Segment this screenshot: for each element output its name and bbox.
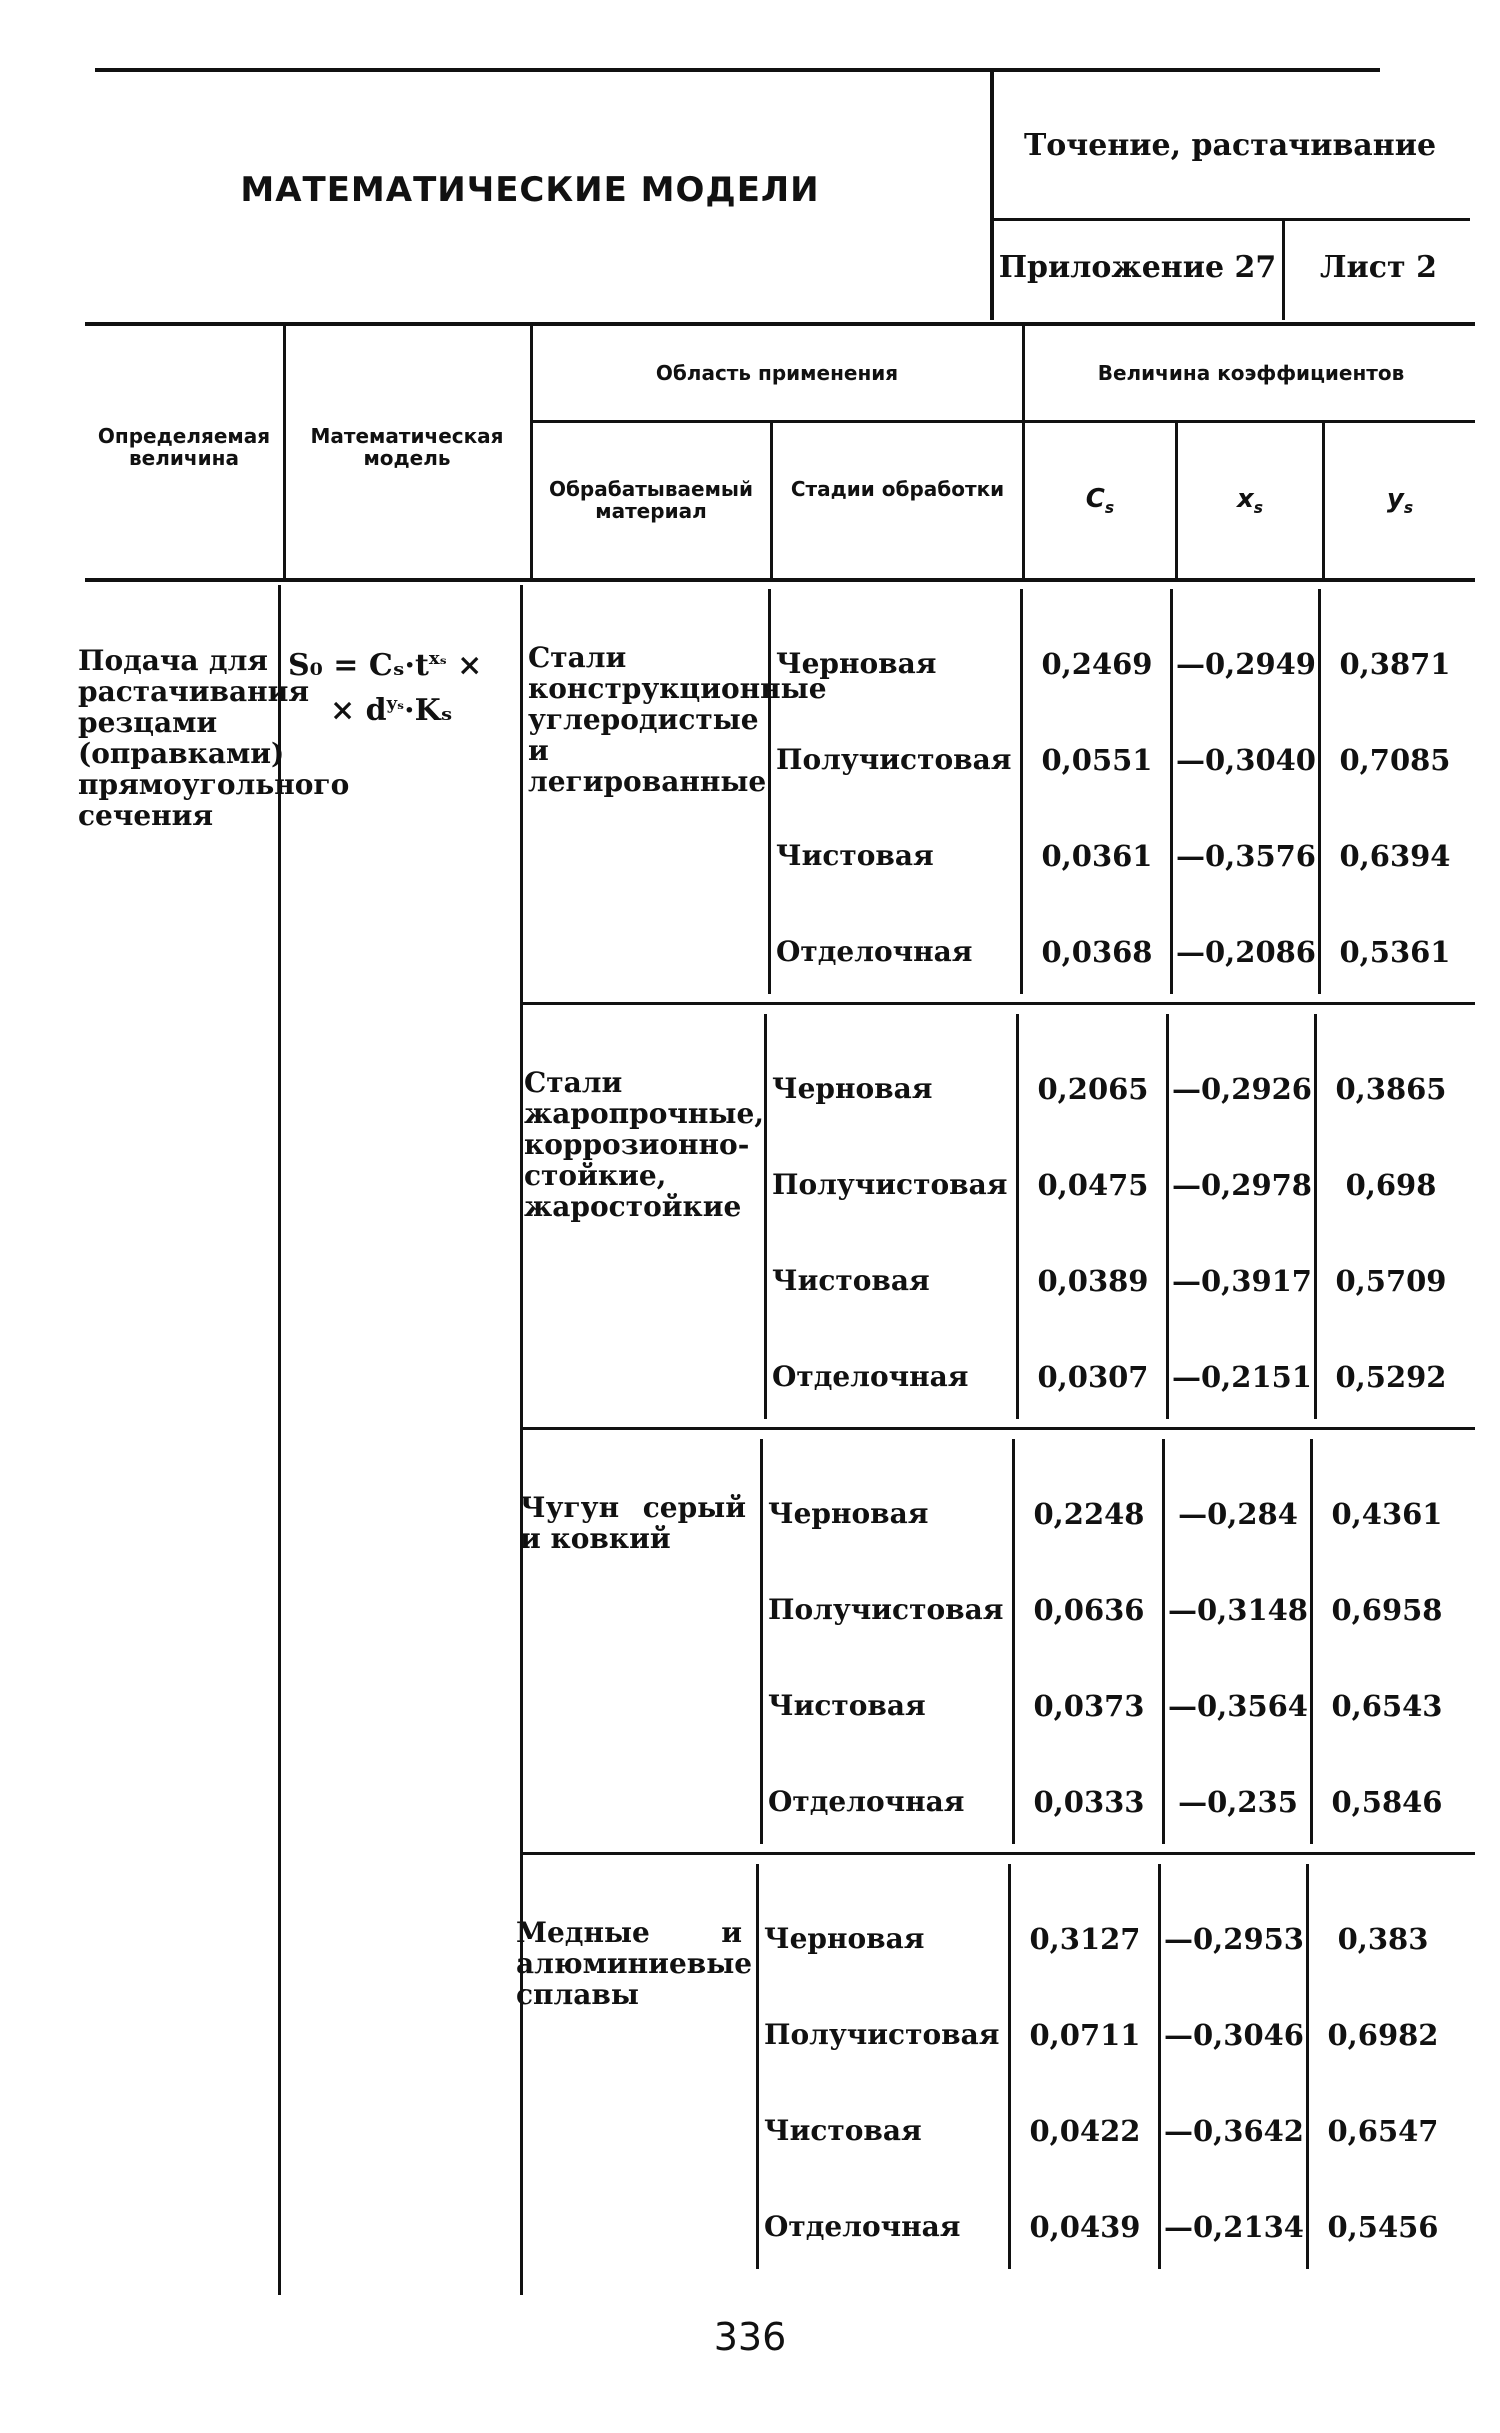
coef-y-value: 0,4361 (1331, 1497, 1443, 1531)
coef-y-value: 0,5846 (1331, 1785, 1443, 1819)
group-column-line (764, 1014, 767, 1419)
col-y-subscript: s (1403, 499, 1414, 518)
group-column-line (768, 589, 771, 994)
page-number: 336 (713, 2315, 787, 2359)
coef-y-value: 0,5361 (1339, 935, 1451, 969)
top-rule (95, 68, 1380, 72)
col-quantity-header: Определяемая величина (97, 424, 271, 470)
coef-c-value: 0,0636 (1033, 1593, 1145, 1627)
coef-y-value: 0,383 (1337, 1922, 1429, 1956)
formula-cell (288, 640, 518, 730)
coef-x-value: —0,235 (1178, 1785, 1298, 1819)
coef-c-value: 0,3127 (1029, 1922, 1141, 1956)
formula-exponent-2: yₛ (386, 693, 405, 714)
coef-c-value: 0,0361 (1041, 839, 1153, 873)
coef-x-value: —0,2978 (1172, 1168, 1312, 1202)
header-mid-rule (990, 218, 1470, 221)
vline-2-body (520, 585, 523, 2295)
coef-x-value: —0,2926 (1172, 1072, 1312, 1106)
coef-x-value: —0,2953 (1164, 1922, 1304, 1956)
coef-y-value: 0,6547 (1327, 2114, 1439, 2148)
coef-y-value: 0,3871 (1339, 647, 1451, 681)
stage-cell: Чистовая (776, 839, 934, 872)
group-separator (520, 1852, 1475, 1855)
stage-cell: Черновая (776, 647, 937, 680)
col-x-symbol: x (1236, 484, 1254, 514)
material-cell: Стали конструкционные углеродистые и легированные (528, 641, 827, 798)
coef-x-value: —0,2949 (1176, 647, 1316, 681)
group-column-line (1318, 589, 1321, 994)
vline-2-head (530, 324, 533, 578)
col-x-header (1180, 484, 1320, 519)
col-y-symbol: y (1386, 484, 1404, 514)
coef-y-value: 0,698 (1345, 1168, 1437, 1202)
vline-4-head (1022, 324, 1025, 578)
col-stages-header: Стадии обработки (790, 477, 1005, 501)
stage-cell: Черновая (772, 1072, 933, 1105)
coef-c-value: 0,0551 (1041, 743, 1153, 777)
coef-x-value: —0,3040 (1176, 743, 1316, 777)
coef-y-value: 0,6982 (1327, 2018, 1439, 2052)
coef-x-value: —0,2086 (1176, 935, 1316, 969)
coef-x-value: —0,2134 (1164, 2210, 1304, 2244)
formula-line-1 (288, 640, 518, 685)
stage-cell: Получистовая (768, 1593, 1004, 1626)
group-column-line (1158, 1864, 1161, 2269)
vline-1-head (283, 324, 286, 578)
quantity-cell: Подача для растачивания резцами (оправками) прямоугольного сечения (78, 644, 350, 832)
group-column-line (756, 1864, 759, 2269)
stage-cell: Черновая (764, 1922, 925, 1955)
group-column-line (1170, 589, 1173, 994)
coef-c-value: 0,2065 (1037, 1072, 1149, 1106)
group-column-line (1020, 589, 1023, 994)
stage-cell: Получистовая (776, 743, 1012, 776)
coef-c-value: 0,0389 (1037, 1264, 1149, 1298)
coef-c-value: 0,0368 (1041, 935, 1153, 969)
sheet-label: Лист 2 (1320, 250, 1437, 285)
coef-x-value: —0,3564 (1168, 1689, 1308, 1723)
group-column-line (1016, 1014, 1019, 1419)
operation-label: Точение, растачивание (1023, 128, 1437, 163)
coef-y-value: 0,7085 (1339, 743, 1451, 777)
area-under-rule (530, 420, 1475, 423)
group-column-line (1008, 1864, 1011, 2269)
group-column-line (1012, 1439, 1015, 1844)
coef-x-value: —0,3148 (1168, 1593, 1308, 1627)
coef-c-value: 0,2248 (1033, 1497, 1145, 1531)
stage-cell: Отделочная (772, 1360, 969, 1393)
vline-6-head (1322, 422, 1325, 578)
coef-c-value: 0,0333 (1033, 1785, 1145, 1819)
stage-cell: Черновая (768, 1497, 929, 1530)
coef-y-value: 0,6394 (1339, 839, 1451, 873)
formula-times: × (446, 648, 483, 683)
group-column-line (1162, 1439, 1165, 1844)
coef-c-value: 0,2469 (1041, 647, 1153, 681)
coef-c-value: 0,0439 (1029, 2210, 1141, 2244)
stage-cell: Чистовая (772, 1264, 930, 1297)
group-column-line (1306, 1864, 1309, 2269)
col-c-header (1027, 484, 1173, 519)
col-y-header (1327, 484, 1473, 519)
stage-cell: Получистовая (772, 1168, 1008, 1201)
table-top-rule (85, 322, 1475, 326)
formula-exponent-1: xₛ (428, 648, 447, 669)
col-coefficients-header: Величина коэффициентов (1097, 361, 1405, 385)
coef-c-value: 0,0307 (1037, 1360, 1149, 1394)
group-column-line (1310, 1439, 1313, 1844)
coef-y-value: 0,5709 (1335, 1264, 1447, 1298)
coef-c-value: 0,0711 (1029, 2018, 1141, 2052)
group-column-line (1314, 1014, 1317, 1419)
coef-x-value: —0,3642 (1164, 2114, 1304, 2148)
col-x-subscript: s (1253, 499, 1264, 518)
coef-y-value: 0,6543 (1331, 1689, 1443, 1723)
coef-x-value: —0,2151 (1172, 1360, 1312, 1394)
material-cell: Стали жаропрочные, коррозионно-стойкие, жаростойкие (524, 1066, 765, 1223)
header-sheet-divider (1282, 220, 1285, 320)
vline-1-body (278, 585, 281, 2295)
header-bottom-rule (85, 578, 1475, 582)
stage-cell: Чистовая (768, 1689, 926, 1722)
page-title: МАТЕМАТИЧЕСКИЕ МОДЕЛИ (240, 170, 820, 210)
coef-x-value: —0,3917 (1172, 1264, 1312, 1298)
coef-c-value: 0,0475 (1037, 1168, 1149, 1202)
coef-x-value: —0,284 (1178, 1497, 1298, 1531)
col-material-header: Обрабатываемый материал (548, 477, 754, 523)
group-column-line (760, 1439, 763, 1844)
vline-3-head (770, 422, 773, 578)
coef-y-value: 0,3865 (1335, 1072, 1447, 1106)
coef-c-value: 0,0422 (1029, 2114, 1141, 2148)
formula-tail: ·Kₛ (404, 693, 453, 728)
group-separator (520, 1427, 1475, 1430)
col-area-header: Область применения (655, 361, 899, 385)
stage-cell: Отделочная (768, 1785, 965, 1818)
coef-x-value: —0,3576 (1176, 839, 1316, 873)
stage-cell: Отделочная (776, 935, 973, 968)
stage-cell: Получистовая (764, 2018, 1000, 2051)
col-c-subscript: s (1104, 499, 1115, 518)
stage-cell: Чистовая (764, 2114, 922, 2147)
formula-part-1: S₀ = Cₛ·t (288, 648, 429, 683)
header-divider (990, 72, 994, 320)
formula-part-2: × d (330, 693, 387, 728)
stage-cell: Отделочная (764, 2210, 961, 2243)
coef-x-value: —0,3046 (1164, 2018, 1304, 2052)
appendix-label: Приложение 27 (998, 250, 1277, 285)
formula-line-2 (288, 685, 518, 730)
coef-y-value: 0,5456 (1327, 2210, 1439, 2244)
group-column-line (1166, 1014, 1169, 1419)
coef-y-value: 0,5292 (1335, 1360, 1447, 1394)
material-cell: Медные и алюминиевые сплавы (516, 1916, 753, 2011)
group-separator (520, 1002, 1475, 1005)
vline-5-head (1175, 422, 1178, 578)
col-model-header: Математическая модель (310, 424, 504, 470)
coef-c-value: 0,0373 (1033, 1689, 1145, 1723)
coef-y-value: 0,6958 (1331, 1593, 1443, 1627)
material-cell: Чугун серый и ковкий (520, 1491, 746, 1555)
col-c-symbol: C (1085, 484, 1105, 514)
